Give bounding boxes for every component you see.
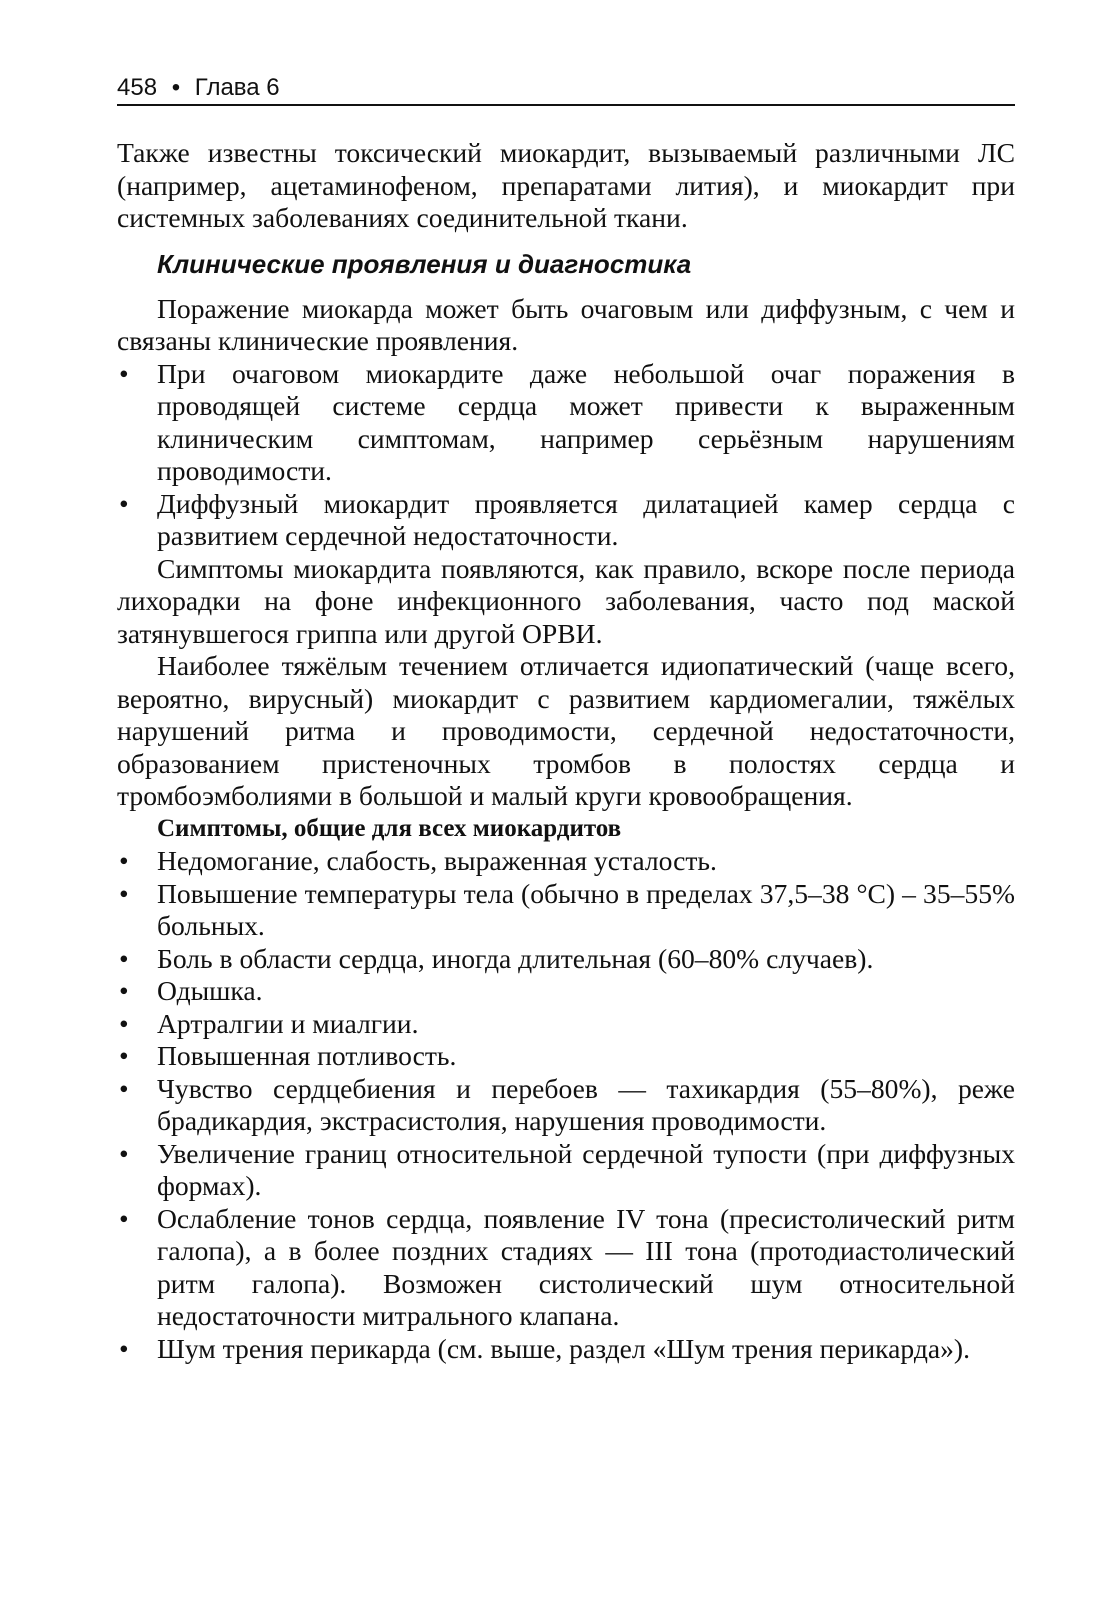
bullet-marker: • bbox=[119, 877, 129, 909]
list-item-text: Шум трения перикарда (см. выше, раздел «Шум трения перикарда»). bbox=[157, 1332, 970, 1364]
bullet-marker: • bbox=[119, 1072, 129, 1104]
list-item-text: Боль в области сердца, иногда длительная (60–80% случаев). bbox=[157, 942, 874, 974]
bullet-marker: • bbox=[119, 357, 129, 389]
bullet-marker: • bbox=[119, 975, 129, 1006]
list-item-text: Увеличение границ относительной сердечной тупости (при диффузных формах). bbox=[157, 1137, 1015, 1201]
bullet-marker: • bbox=[119, 1202, 129, 1234]
section-heading: Клинические проявления и диагностика bbox=[157, 248, 692, 279]
list-item bbox=[117, 1203, 1015, 1333]
list-item-text: Одышка. bbox=[157, 975, 263, 1006]
list-item bbox=[117, 1008, 1015, 1041]
list-item-text: Диффузный миокардит проявляется дилатацией камер сердца с развитием сердечной недостаточности. bbox=[157, 487, 1015, 551]
list-item-text: Чувство сердцебиения и перебоев — тахикардия (55–80%), реже брадикардия, экстрасистолия, нарушения проводимости. bbox=[157, 1072, 1015, 1136]
list-item-text: Ослабление тонов сердца, появление IV тона (пресистолический ритм галопа), а в более поздних стадиях — III тона (протодиастолический ритм галопа). Возможен систолический шум относительной недостаточности митрального клапана. bbox=[157, 1202, 1015, 1331]
subheading: Симптомы, общие для всех миокардитов bbox=[157, 814, 622, 842]
header-separator: • bbox=[171, 74, 181, 101]
paragraph-3: Наиболее тяжёлым течением отличается идиопатический (чаще всего, вероятно, вирусный) миокардит с развитием кардиомегалии, тяжёлых нарушений ритма и проводимости, сердечной недостаточности, образованием пристеночных тромбов в полостях сердца и тромбоэмболиями в большой и малый круги кровообращения. bbox=[117, 650, 1015, 811]
bullet-list-2 bbox=[117, 845, 1015, 1365]
list-item-text: Повышенная потливость. bbox=[157, 1040, 457, 1071]
list-item bbox=[117, 845, 1015, 878]
bullet-list-1 bbox=[117, 358, 1015, 553]
list-item-text: Повышение температуры тела (обычно в пределах 37,5–38 °С) – 35–55% больных. bbox=[157, 877, 1015, 941]
list-item bbox=[117, 358, 1015, 488]
paragraph-2: Симптомы миокардита появляются, как правило, вскоре после периода лихорадки на фоне инфекционного заболевания, часто под маской затянувшегося гриппа или другой ОРВИ. bbox=[117, 552, 1015, 649]
header-rule bbox=[117, 104, 1015, 106]
list-item bbox=[117, 1073, 1015, 1138]
bullet-marker: • bbox=[119, 1137, 129, 1169]
list-item bbox=[117, 1333, 1015, 1366]
paragraph-1: Поражение миокарда может быть очаговым или диффузным, с чем и связаны клинические проявления. bbox=[117, 292, 1015, 356]
list-item bbox=[117, 488, 1015, 553]
list-item bbox=[117, 1040, 1015, 1073]
list-item-text: Артралгии и миалгии. bbox=[157, 1007, 419, 1039]
bullet-marker: • bbox=[119, 1332, 129, 1364]
page-number: 458 bbox=[117, 74, 158, 101]
list-item bbox=[117, 878, 1015, 943]
bullet-marker: • bbox=[119, 845, 129, 876]
list-item bbox=[117, 1138, 1015, 1203]
running-header bbox=[117, 74, 1015, 102]
list-item-text: Недомогание, слабость, выраженная усталость. bbox=[157, 845, 717, 876]
list-item bbox=[117, 943, 1015, 976]
intro-paragraph: Также известны токсический миокардит, вызываемый различными ЛС (например, ацетаминофеном, препаратами лития), и миокардит при системных заболеваниях соединительной ткани. bbox=[117, 137, 1015, 233]
bullet-marker: • bbox=[119, 1007, 129, 1039]
list-item-text: При очаговом миокардите даже небольшой очаг поражения в проводящей системе сердца может привести к выраженным клиническим симптомам, например серьёзным нарушениям проводимости. bbox=[157, 357, 1015, 486]
body-text bbox=[117, 137, 1015, 1365]
bullet-marker: • bbox=[119, 487, 129, 519]
chapter-title: Глава 6 bbox=[194, 74, 280, 101]
list-item bbox=[117, 975, 1015, 1008]
bullet-marker: • bbox=[119, 942, 129, 974]
bullet-marker: • bbox=[119, 1040, 129, 1071]
